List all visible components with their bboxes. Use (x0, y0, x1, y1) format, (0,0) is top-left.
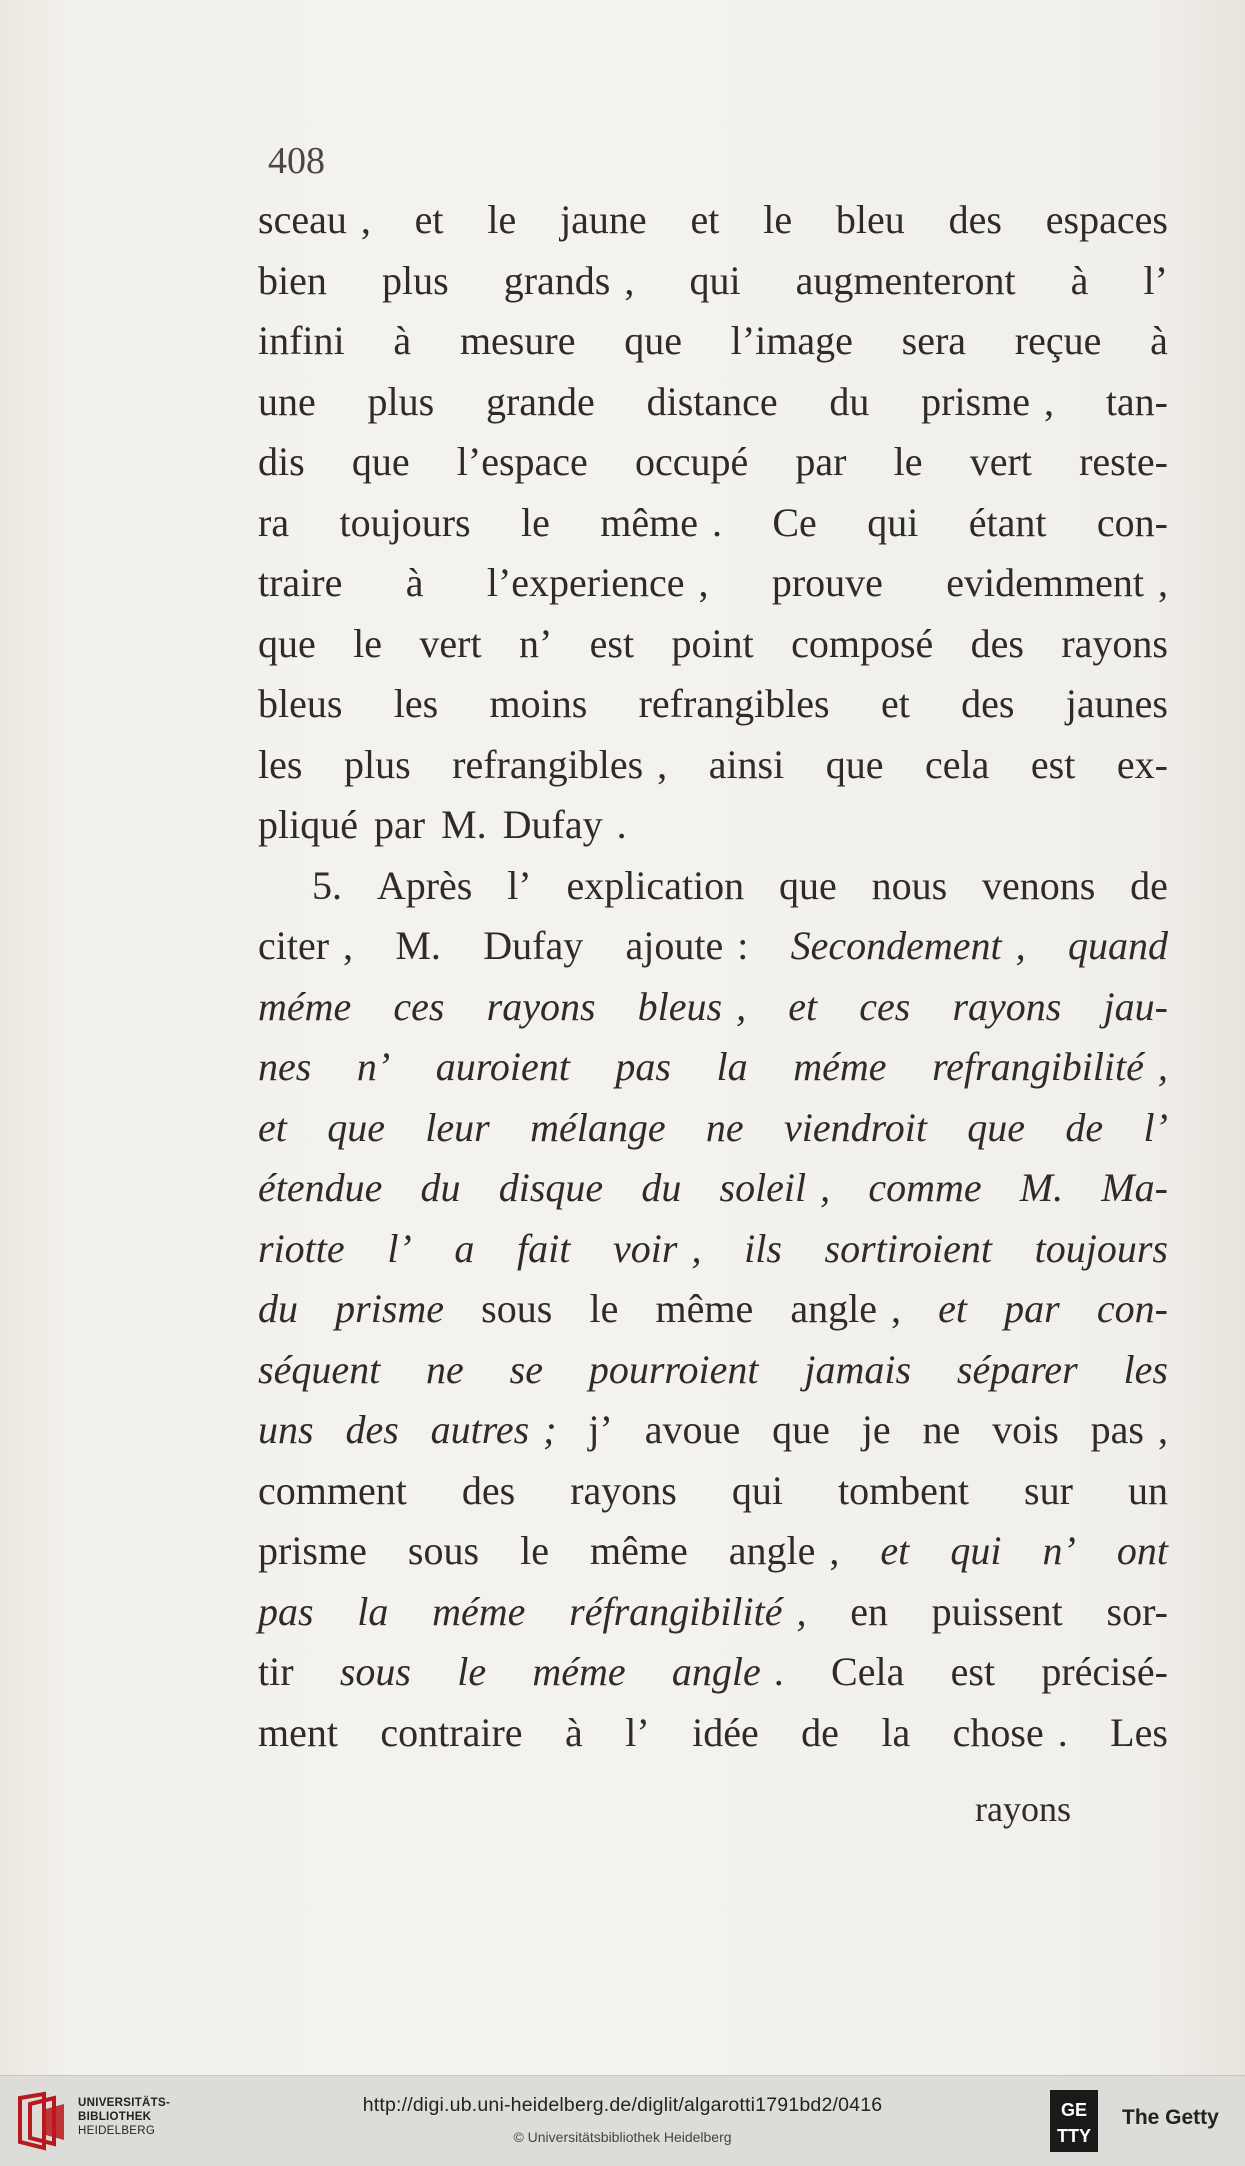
text-line (258, 916, 1168, 977)
word: même (589, 1528, 688, 1573)
word: avoue (644, 1407, 741, 1452)
word: et (690, 197, 720, 242)
word: précisé- (1041, 1649, 1168, 1694)
word: la (357, 1588, 389, 1634)
word: jaune (560, 197, 647, 242)
word: mesure (459, 318, 576, 363)
word: moins (489, 681, 588, 726)
word: est (589, 620, 635, 666)
text-line (258, 553, 1168, 614)
word: ainsi (708, 741, 785, 787)
word: point (671, 620, 754, 666)
word: ajoute : (625, 923, 749, 968)
word: plus (367, 378, 435, 424)
word: Ce (772, 499, 817, 545)
word: con- (1096, 499, 1168, 545)
word: puissent (931, 1588, 1063, 1634)
word: le (353, 620, 383, 666)
word: ces (393, 983, 445, 1029)
word: grande (485, 378, 595, 424)
text-line (258, 1098, 1168, 1159)
getty-logo-letters-bottom: TTY (1057, 2126, 1091, 2146)
word: l’experience , (486, 560, 709, 605)
word: ex- (1116, 741, 1168, 787)
word: de (1130, 862, 1168, 908)
word: Cela (831, 1649, 905, 1694)
catchword: rayons (975, 1789, 1071, 1829)
word: le (589, 1286, 619, 1331)
word: vois (992, 1407, 1059, 1452)
word: occupé (634, 439, 749, 484)
word: que (772, 1407, 830, 1452)
text-line (258, 493, 1168, 554)
word: grands , (503, 257, 635, 303)
word: à (1150, 318, 1168, 363)
word: du (829, 378, 870, 424)
word: à (393, 318, 412, 363)
word: par (373, 802, 426, 847)
word: angle , (728, 1528, 840, 1573)
text-line (258, 674, 1168, 735)
word: cela (925, 741, 990, 787)
word: autres ; (430, 1407, 557, 1452)
word: Secondement , (790, 923, 1026, 968)
copyright-notice: © Universitätsbibliothek Heidelberg (513, 2129, 732, 2145)
word: soleil , (719, 1165, 831, 1210)
getty-logo-letters-top: GE (1060, 2100, 1088, 2120)
word: sous (339, 1649, 411, 1694)
word: n’ (518, 620, 553, 666)
text-line (258, 1279, 1168, 1340)
word: ne (922, 1407, 961, 1452)
word: du (641, 1165, 682, 1210)
word: ont (1116, 1528, 1168, 1573)
word: des (461, 1467, 516, 1513)
word: j’ (588, 1407, 613, 1452)
word: sor- (1106, 1588, 1168, 1634)
word: toujours (339, 499, 471, 545)
word: bleus , (637, 983, 747, 1029)
word: la (881, 1709, 911, 1755)
text-line (258, 856, 1168, 917)
word: méme (432, 1588, 526, 1634)
word: sera (901, 318, 967, 363)
word: est (950, 1649, 996, 1694)
text-line (258, 735, 1168, 796)
word: Les (1110, 1709, 1168, 1755)
word: l’ (1143, 1104, 1168, 1150)
word: qui (950, 1528, 1002, 1573)
word: des (948, 197, 1002, 242)
word: comme (868, 1165, 982, 1210)
word: rayons (570, 1467, 677, 1513)
word: venons (982, 862, 1096, 908)
word: est (1030, 741, 1076, 787)
word: sur (1024, 1467, 1073, 1513)
word: n’ (1042, 1528, 1076, 1573)
word: prisme (335, 1286, 445, 1331)
text-line (258, 1461, 1168, 1522)
word: le (893, 439, 923, 484)
word: riotte (258, 1225, 345, 1271)
word: l’ (1143, 257, 1168, 303)
document-url-link[interactable]: http://digi.ub.uni-heidelberg.de/diglit/algarotti1791bd2/0416 (362, 2094, 883, 2116)
word: réfrangibilité , (569, 1588, 807, 1634)
word: jau- (1103, 983, 1168, 1029)
word: M. (441, 802, 487, 847)
word: et (880, 1528, 910, 1573)
word: rayons (952, 983, 1062, 1029)
viewer-footer (0, 2075, 1245, 2166)
word: par (795, 439, 847, 484)
word: espaces (1045, 197, 1168, 242)
word: ment (258, 1709, 338, 1755)
word: en (850, 1588, 888, 1634)
text-line (258, 614, 1168, 675)
word: Dufay (483, 923, 584, 968)
word: leur (425, 1104, 490, 1150)
text-line (258, 251, 1168, 312)
word: séquent (258, 1346, 381, 1392)
text-line (258, 977, 1168, 1038)
word: vert (969, 439, 1032, 484)
word: le (520, 1528, 549, 1573)
word: de (1065, 1104, 1104, 1150)
word: mélange (530, 1104, 666, 1150)
word: une (258, 378, 316, 424)
word: que (967, 1104, 1026, 1150)
word: pas (258, 1588, 314, 1634)
word: sous (481, 1286, 553, 1331)
word: du (420, 1165, 461, 1210)
word: auroient (435, 1044, 570, 1089)
word: qui (867, 499, 919, 545)
text-line (258, 1158, 1168, 1219)
word: l’image (730, 318, 853, 363)
text-line (258, 1037, 1168, 1098)
word: bien (258, 257, 327, 303)
word: rayons (1061, 620, 1168, 666)
text-line (258, 1642, 1168, 1703)
word: des (970, 620, 1024, 666)
word: à (405, 560, 424, 605)
ub-name-line-1: UNIVERSITÄTS- (78, 2097, 171, 2109)
word: pas (615, 1044, 671, 1089)
word: con- (1096, 1286, 1168, 1331)
word: les (1123, 1346, 1168, 1392)
text-line (258, 1219, 1168, 1280)
text-line (258, 190, 1168, 251)
word: le (487, 197, 517, 242)
word: augmenteront (795, 257, 1016, 303)
word: plus (343, 741, 411, 787)
word: rayons (486, 983, 596, 1029)
word: distance (646, 378, 778, 424)
word: que (624, 318, 682, 363)
word: pas , (1090, 1407, 1168, 1452)
word: prisme (258, 1528, 367, 1573)
word: ces (859, 983, 911, 1029)
word: refrangibles , (452, 741, 668, 787)
word: chose . (952, 1709, 1068, 1755)
word: nes (258, 1044, 312, 1089)
word: étant (968, 499, 1047, 545)
word: tir (258, 1649, 294, 1694)
word: M. (395, 923, 441, 968)
word: citer , (258, 923, 354, 968)
word: pourroient (588, 1346, 759, 1392)
word: composé (791, 620, 934, 666)
word: viendroit (784, 1104, 927, 1150)
word: evidemment , (946, 560, 1168, 605)
word: séparer (956, 1346, 1078, 1392)
word: le (763, 197, 793, 242)
word: l’espace (456, 439, 588, 484)
word: a (454, 1225, 475, 1271)
text-line (258, 372, 1168, 433)
word: sortiroient (824, 1225, 992, 1271)
word: la (716, 1044, 748, 1089)
word: se (509, 1346, 543, 1392)
word: reste- (1079, 439, 1168, 484)
getty-logo-icon (1048, 2088, 1100, 2154)
word: qui (689, 257, 741, 303)
text-line (258, 1521, 1168, 1582)
word: à (565, 1709, 583, 1755)
word: le (457, 1649, 487, 1694)
word: un (1127, 1467, 1168, 1513)
word: 5. (312, 862, 342, 908)
word: méme (258, 983, 352, 1029)
word: l’ (507, 862, 532, 908)
text-line (258, 1703, 1168, 1764)
word: nous (871, 862, 948, 908)
word: quand (1067, 923, 1168, 968)
getty-name: The Getty (1122, 2106, 1219, 2129)
word: méme (793, 1044, 887, 1089)
word: des (345, 1407, 399, 1452)
text-line (258, 1582, 1168, 1643)
word: Ma- (1101, 1165, 1168, 1210)
ub-name-line-2: BIBLIOTHEK (78, 2111, 152, 2123)
word: à (1070, 257, 1089, 303)
word: le (520, 499, 550, 545)
word: plus (381, 257, 449, 303)
word: que (825, 741, 884, 787)
word: des (961, 681, 1015, 726)
word: les (393, 681, 439, 726)
word: du (258, 1286, 298, 1331)
word: refrangibilité , (932, 1044, 1168, 1089)
word: prisme , (921, 378, 1055, 424)
word: comment (258, 1467, 407, 1513)
word: l’ (625, 1709, 650, 1755)
word: disque (498, 1165, 604, 1210)
word: tan- (1105, 378, 1168, 424)
word: l’ (387, 1225, 412, 1271)
word: que (779, 862, 837, 908)
word: même (655, 1286, 754, 1331)
word: ne (426, 1346, 464, 1392)
word: refrangibles (638, 681, 830, 726)
text-line (258, 1400, 1168, 1461)
word: fait (517, 1225, 571, 1271)
word: jaunes (1065, 681, 1168, 726)
word: ne (705, 1104, 744, 1150)
word: tombent (837, 1467, 970, 1513)
text-line (258, 1340, 1168, 1401)
word: ra (258, 499, 290, 545)
word: n’ (356, 1044, 391, 1089)
word: jamais (804, 1346, 912, 1392)
word: étendue (258, 1165, 383, 1210)
page-number: 408 (268, 140, 325, 182)
word: M. (1019, 1165, 1064, 1210)
text-line (258, 311, 1168, 372)
word: et (788, 983, 818, 1029)
word: ils (744, 1225, 782, 1271)
word: vert (419, 620, 482, 666)
word: que (327, 1104, 385, 1150)
word: bleu (835, 197, 905, 242)
word: que (258, 620, 316, 666)
word: dis (258, 439, 305, 484)
word: que (351, 439, 410, 484)
word: pliqué (258, 802, 358, 847)
ub-name-line-3: HEIDELBERG (78, 2125, 156, 2137)
word: voir , (613, 1225, 702, 1271)
word: les (258, 741, 303, 787)
word: je (861, 1407, 891, 1452)
word: prouve (771, 560, 883, 605)
word: de (801, 1709, 839, 1755)
word: idée (692, 1709, 759, 1755)
word: reçue (1014, 318, 1102, 363)
text-line (258, 432, 1168, 493)
word: traire (258, 560, 343, 605)
word: explication (566, 862, 745, 908)
text-line (258, 795, 1168, 856)
body-text (258, 190, 1168, 1763)
word: par (1004, 1286, 1060, 1331)
word: bleus (258, 681, 343, 726)
word: infini (258, 318, 345, 363)
word: uns (258, 1407, 314, 1452)
word: contraire (380, 1709, 523, 1755)
word: angle , (790, 1286, 901, 1331)
word: Après (376, 862, 473, 908)
word: et (880, 681, 910, 726)
word: méme (532, 1649, 626, 1694)
word: sous (407, 1528, 480, 1573)
word: et (414, 197, 444, 242)
word: sceau , (258, 197, 371, 242)
word: qui (731, 1467, 783, 1513)
word: angle . (671, 1649, 785, 1694)
word: même . (600, 499, 722, 545)
word: et (938, 1286, 967, 1331)
word: toujours (1034, 1225, 1168, 1271)
word: et (258, 1104, 287, 1150)
word: Dufay . (502, 802, 627, 847)
